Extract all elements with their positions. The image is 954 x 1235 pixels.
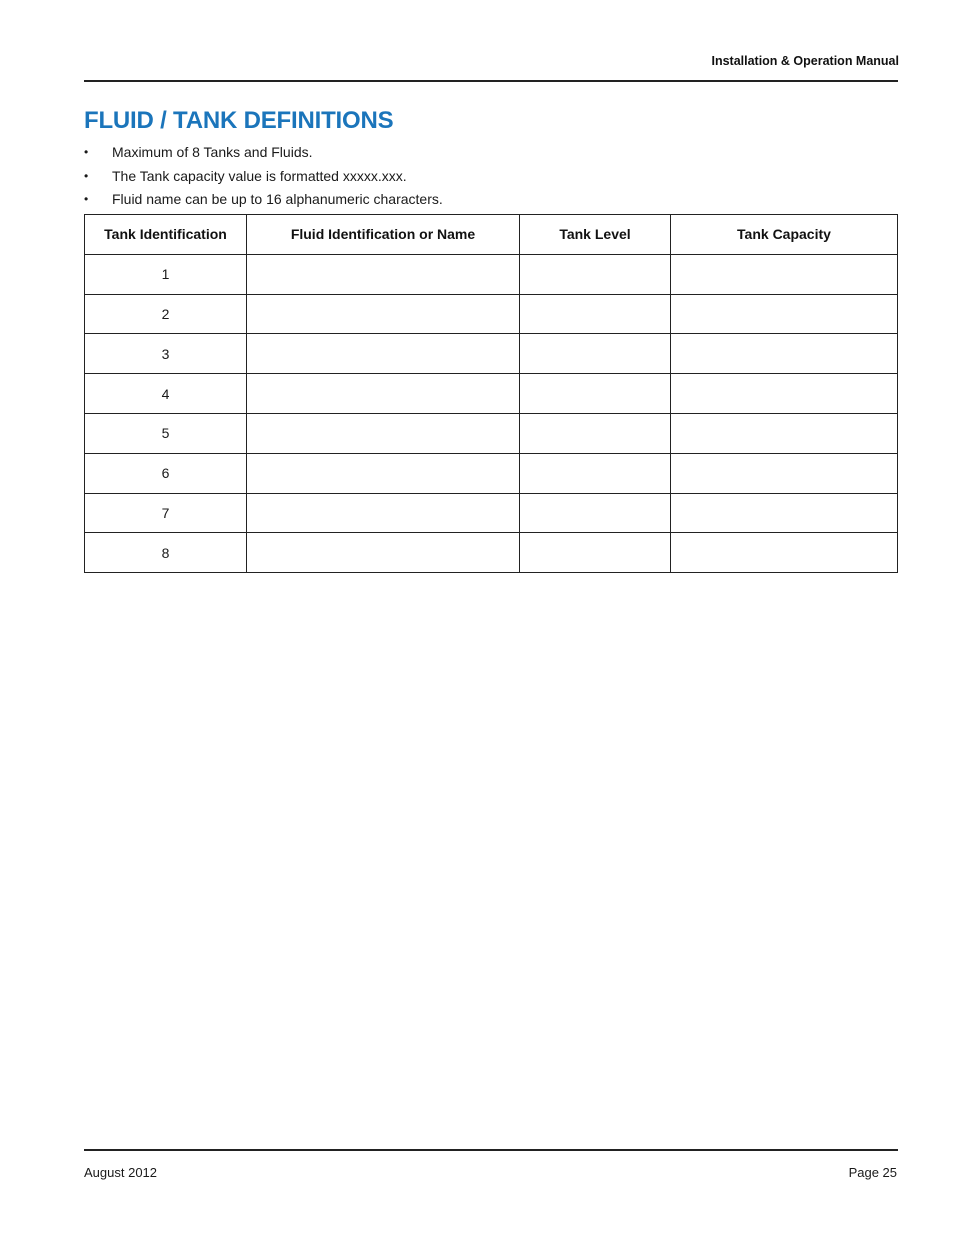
cell-tank-level	[520, 254, 671, 294]
cell-tank-identification: 2	[85, 294, 247, 334]
cell-tank-level	[520, 453, 671, 493]
cell-tank-identification: 5	[85, 413, 247, 453]
cell-fluid-name	[247, 374, 520, 414]
table-row	[85, 374, 898, 414]
bullet-icon: •	[84, 168, 89, 183]
bullet-icon: •	[84, 145, 89, 159]
cell-tank-level	[520, 374, 671, 414]
cell-fluid-name	[247, 334, 520, 374]
cell-fluid-name	[247, 533, 520, 573]
list-item	[84, 188, 443, 212]
cell-tank-level	[520, 294, 671, 334]
table-row	[85, 294, 898, 334]
page-title: FLUID / TANK DEFINITIONS	[84, 107, 394, 134]
cell-tank-identification: 1	[85, 254, 247, 294]
cell-tank-level	[520, 413, 671, 453]
footer-date: August 2012	[84, 1165, 158, 1180]
table-body	[85, 254, 898, 572]
table-row	[85, 334, 898, 374]
cell-tank-identification: 3	[85, 334, 247, 374]
column-header-tank-identification: Tank Identification	[85, 215, 247, 255]
bullet-text: Fluid name can be up to 16 alphanumeric characters.	[112, 191, 443, 207]
header-divider	[84, 80, 898, 82]
bullet-list	[84, 141, 443, 212]
cell-tank-capacity	[671, 254, 898, 294]
cell-tank-capacity	[671, 533, 898, 573]
table-header-row	[85, 215, 898, 255]
cell-fluid-name	[247, 294, 520, 334]
cell-fluid-name	[247, 453, 520, 493]
cell-fluid-name	[247, 254, 520, 294]
column-header-tank-capacity: Tank Capacity	[671, 215, 898, 255]
list-item	[84, 165, 443, 189]
list-item	[84, 141, 443, 165]
cell-tank-capacity	[671, 453, 898, 493]
cell-tank-identification: 6	[85, 453, 247, 493]
table-row	[85, 533, 898, 573]
tank-definitions-table	[84, 214, 898, 573]
cell-tank-capacity	[671, 334, 898, 374]
cell-fluid-name	[247, 413, 520, 453]
table-row	[85, 453, 898, 493]
footer-page-number: Page 25	[848, 1165, 897, 1180]
header-title: Installation & Operation Manual	[711, 54, 899, 68]
cell-tank-level	[520, 493, 671, 533]
bullet-text: Maximum of 8 Tanks and Fluids.	[112, 144, 313, 160]
footer-divider	[84, 1149, 898, 1151]
cell-tank-level	[520, 533, 671, 573]
table-row	[85, 413, 898, 453]
cell-tank-identification: 4	[85, 374, 247, 414]
column-header-fluid-name: Fluid Identification or Name	[247, 215, 520, 255]
cell-tank-identification: 8	[85, 533, 247, 573]
column-header-tank-level: Tank Level	[520, 215, 671, 255]
cell-fluid-name	[247, 493, 520, 533]
bullet-text: The Tank capacity value is formatted xxxxx.xxx.	[112, 167, 407, 184]
cell-tank-identification: 7	[85, 493, 247, 533]
cell-tank-level	[520, 334, 671, 374]
cell-tank-capacity	[671, 294, 898, 334]
cell-tank-capacity	[671, 374, 898, 414]
table-row	[85, 493, 898, 533]
table-row	[85, 254, 898, 294]
cell-tank-capacity	[671, 493, 898, 533]
bullet-icon: •	[84, 192, 89, 206]
cell-tank-capacity	[671, 413, 898, 453]
